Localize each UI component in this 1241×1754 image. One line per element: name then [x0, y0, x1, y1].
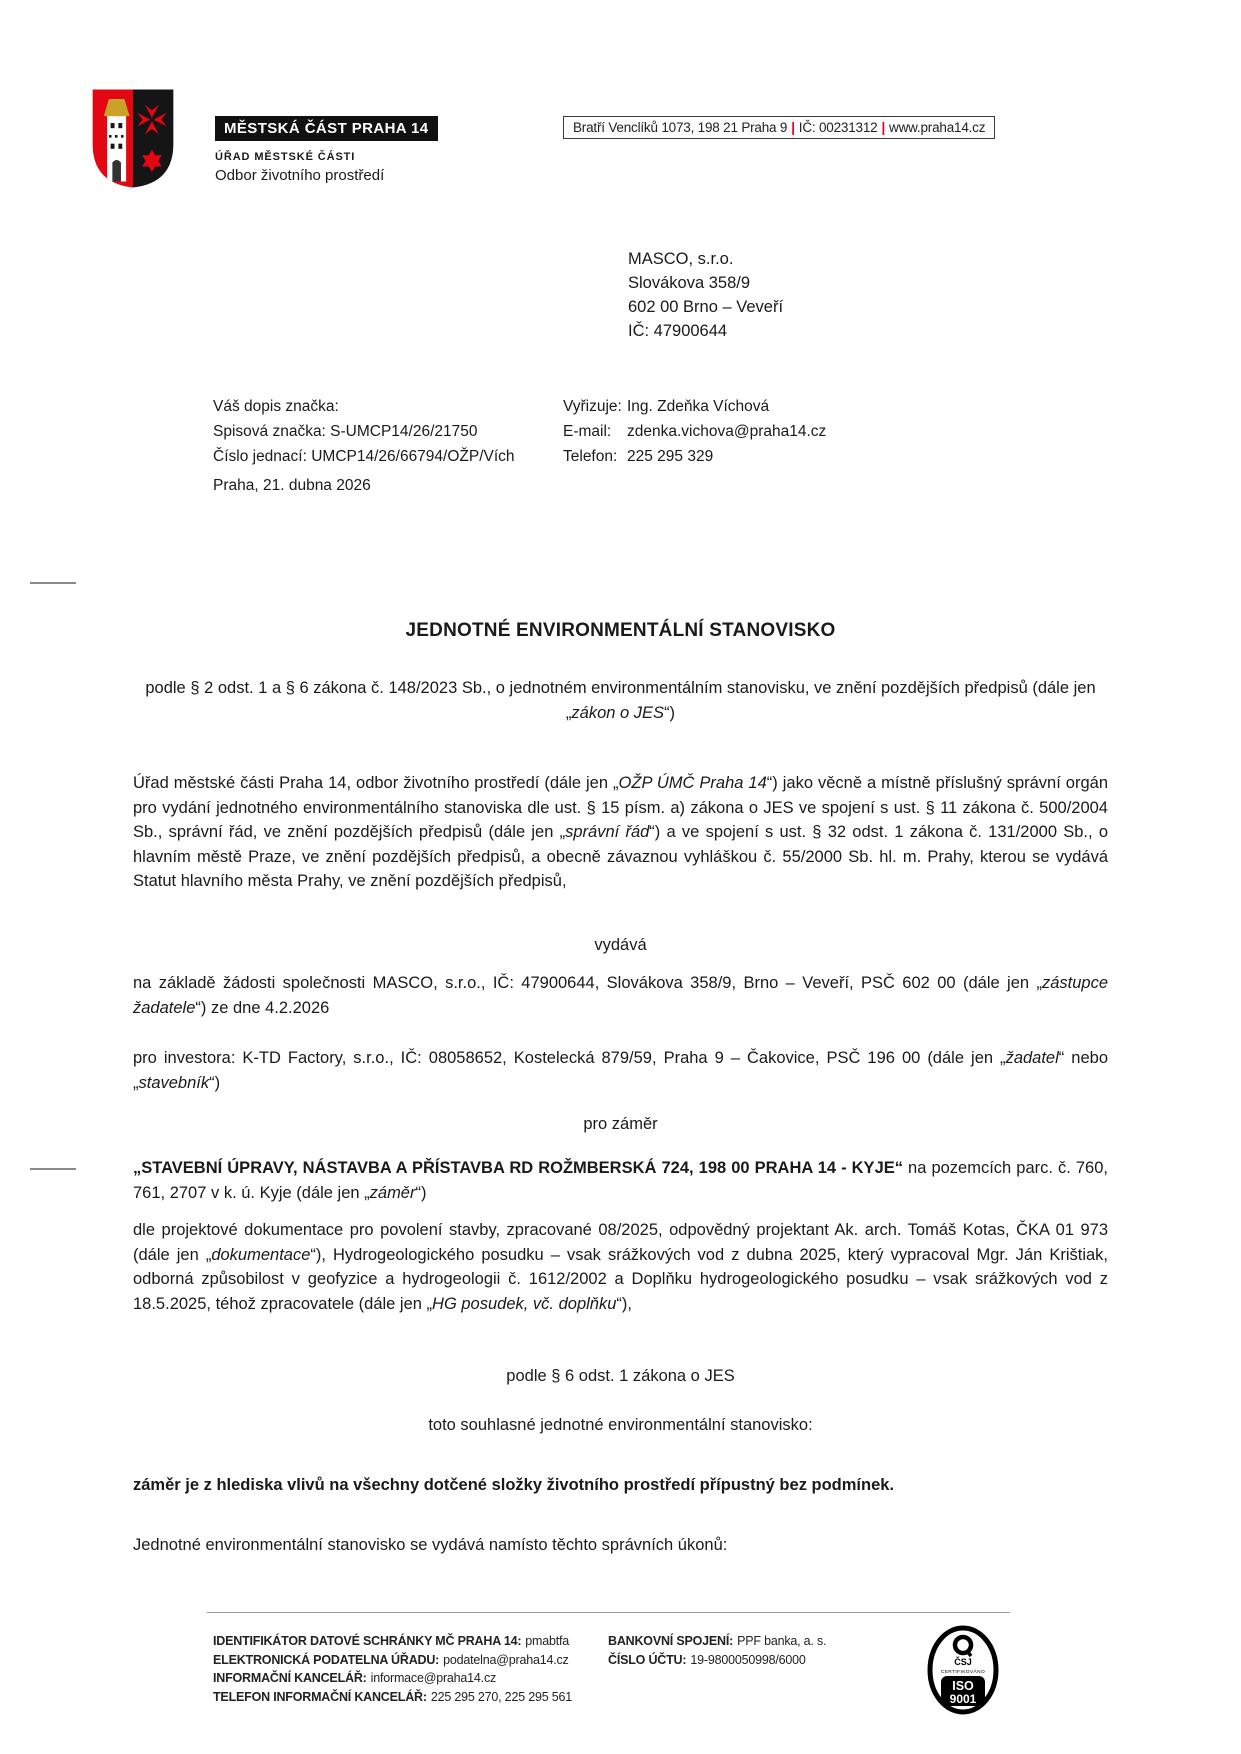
footer-line: INFORMAČNÍ KANCELÁŘ: informace@praha14.cz: [213, 1671, 497, 1685]
header-contact-bar: [563, 116, 995, 139]
praha14-coat-of-arms-icon: [90, 85, 176, 192]
recipient-line: 602 00 Brno – Veveří: [628, 298, 784, 316]
line-vydava: vydává: [594, 936, 647, 954]
email-line: E-mail: zdenka.vichova@praha14.cz: [563, 423, 827, 440]
iso-text: ISO: [952, 1679, 974, 1693]
paragraph-applicant: na základě žádosti společnosti MASCO, s.r.o., IČ: 47900644, Slovákova 358/9, Brno – Veveří, PSČ 602 00 (dále jen „zástupce žadatele“) ze dne 4.2.2026: [133, 974, 1108, 1017]
org-website: www.praha14.cz: [889, 120, 986, 135]
footer-line: IDENTIFIKÁTOR DATOVÉ SCHRÁNKY MČ PRAHA 14: pmabtfa: [213, 1634, 570, 1648]
iso-number-text: 9001: [949, 1692, 977, 1706]
org-ic: IČ: 00231312: [798, 120, 878, 135]
your-ref-line: Váš dopis značka:: [213, 398, 339, 415]
handler-line: Vyřizuje: Ing. Zdeňka Víchová: [563, 398, 770, 415]
iso-certified-text: CERTIFIKOVÁNO: [940, 1670, 986, 1675]
recipient-line: IČ: 47900644: [628, 322, 728, 340]
footer-line: BANKOVNÍ SPOJENÍ: PPF banka, a. s.: [608, 1634, 827, 1648]
recipient-line: MASCO, s.r.o.: [628, 250, 734, 268]
paragraph-investor: pro investora: K-TD Factory, s.r.o., IČ: 08058652, Kostelecká 879/59, Praha 9 – Čakovice, PSČ 196 00 (dále jen „žadatel“ nebo „stavebník“): [133, 1049, 1108, 1092]
file-ref-line: Spisová značka: S-UMCP14/26/21750: [213, 423, 478, 440]
reference-block-left: [213, 394, 515, 469]
iso-9001-certification-icon: [925, 1624, 1001, 1716]
paragraph-project-name: „STAVEBNÍ ÚPRAVY, NÁSTAVBA A PŘÍSTAVBA RD ROŽMBERSKÁ 724, 198 00 PRAHA 14 - KYJE“ na pozemcích parc. č. 760, 761, 2707 v k. ú. Kyje (dále jen „záměr“): [133, 1159, 1108, 1202]
page-title: JEDNOTNÉ ENVIRONMENTÁLNÍ STANOVISKO: [405, 620, 836, 641]
fold-mark: [30, 1168, 76, 1170]
org-department-line: Odbor životního prostředí: [215, 167, 385, 184]
org-name-badge: MĚSTSKÁ ČÁST PRAHA 14: [215, 116, 438, 141]
phone-line: Telefon: 225 295 329: [563, 448, 714, 465]
footer-left-column: [213, 1632, 572, 1706]
footer-line: TELEFON INFORMAČNÍ KANCELÁŘ: 225 295 270, 225 295 561: [213, 1689, 572, 1704]
org-identity: [215, 116, 438, 184]
footer-line: ČÍSLO ÚČTU: 19-9800050998/6000: [608, 1652, 806, 1667]
separator-pipe: |: [881, 120, 886, 135]
doc-number-line: Číslo jednací: UMCP14/26/66794/OŽP/Vích: [213, 448, 515, 465]
org-address: Bratří Venclíků 1073, 198 21 Praha 9: [573, 120, 788, 135]
footer-divider: [207, 1612, 1010, 1613]
recipient-line: Slovákova 358/9: [628, 274, 751, 292]
reference-block-right: [563, 394, 826, 469]
footer-right-column: [608, 1632, 826, 1669]
dateline: Praha, 21. dubna 2026: [213, 477, 371, 494]
footer-line: ELEKTRONICKÁ PODATELNA ÚŘADU: podatelna@praha14.cz: [213, 1652, 569, 1667]
paragraph-subtitle: podle § 2 odst. 1 a § 6 zákona č. 148/2023 Sb., o jednotném environmentálním stanovisku, ve znění pozdějších předpisů (dále jen „zákon o JES“): [145, 679, 1096, 722]
line-toto-stanovisko: toto souhlasné jednotné environmentální stanovisko:: [428, 1416, 813, 1434]
paragraph-legal-basis: Úřad městské části Praha 14, odbor životního prostředí (dále jen „OŽP ÚMČ Praha 14“) jako věcně a místně příslušný správní orgán pro vydání jednotného environmentálního stanoviska dle ust. § 15 písm. a) zákona o JES ve spojení s ust. § 11 zákona č. 500/2004 Sb., správní řád, ve znění pozdějších předpisů (dále jen „správní řád“) a ve spojení s ust. § 32 odst. 1 zákona č. 131/2000 Sb., o hlavním městě Praze, ve znění pozdějších předpisů, a obecně závaznou vyhláškou č. 55/2000 Sb. hl. m. Prahy, kterou se vydává Statut hlavního města Prahy, ve znění pozdějších předpisů,: [133, 774, 1108, 890]
line-verdict: záměr je z hlediska vlivů na všechny dotčené složky životního prostředí přípustný bez podmínek.: [133, 1476, 895, 1494]
line-closing: Jednotné environmentální stanovisko se vydává namísto těchto správních úkonů:: [133, 1536, 728, 1554]
line-pro-zamer: pro záměr: [583, 1115, 658, 1133]
org-office-line: ÚŘAD MĚSTSKÉ ČÁSTI: [215, 151, 356, 163]
line-podle-6: podle § 6 odst. 1 zákona o JES: [506, 1367, 735, 1385]
separator-pipe: |: [791, 120, 795, 135]
fold-mark: [30, 582, 76, 584]
iso-org-text: ČSJ: [954, 1657, 972, 1667]
recipient-address-block: [628, 247, 783, 343]
paragraph-documentation: dle projektové dokumentace pro povolení stavby, zpracované 08/2025, odpovědný projektant Ak. arch. Tomáš Kotas, ČKA 01 973 (dále jen „dokumentace“), Hydrogeologického posudku – vsak srážkových vod z dubna 2025, který vypracoval Mgr. Ján Krištiak, odborná způsobilost v geofyzice a hydrogeologii č. 1612/2002 a Doplňku hydrogeologického posudku – vsak srážkových vod z 18.5.2025, téhož zpracovatele (dále jen „HG posudek, vč. doplňku“),: [133, 1221, 1108, 1313]
